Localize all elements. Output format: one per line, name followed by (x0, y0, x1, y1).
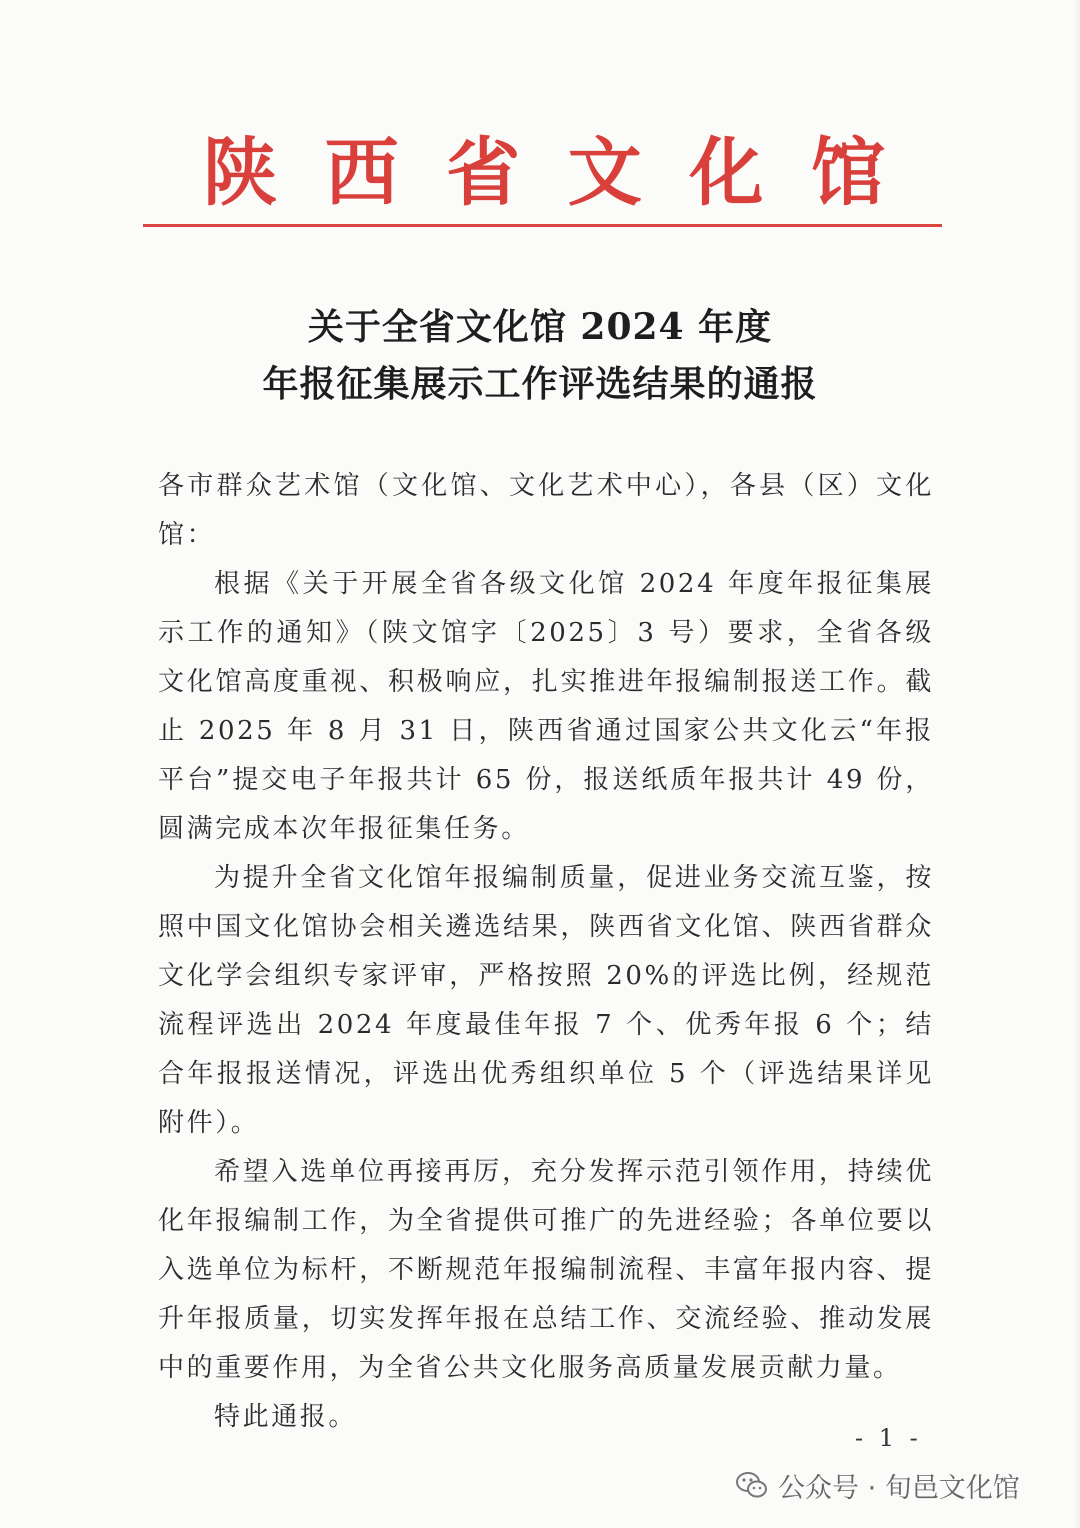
salutation: 各市群众艺术馆（文化馆、文化艺术中心），各县（区）文化馆： (158, 471, 934, 550)
letterhead-char: 省 (446, 130, 521, 216)
document-body (158, 462, 934, 1442)
letterhead-char: 化 (689, 130, 764, 216)
document-title-line-2: 年报征集展示工作评选结果的通报 (262, 363, 818, 405)
scan-shadow (1074, 0, 1080, 1528)
letterhead-char: 馆 (810, 130, 885, 216)
wechat-icon (736, 1471, 768, 1499)
letterhead (145, 128, 941, 218)
letterhead-char: 西 (324, 130, 399, 216)
letterhead-divider (143, 224, 942, 227)
closing-line: 特此通报。 (214, 1402, 358, 1432)
page-number: - 1 - (855, 1424, 922, 1452)
letterhead-char: 陕 (203, 130, 277, 216)
document-title-line-1: 关于全省文化馆 2024 年度 (307, 306, 773, 348)
wechat-watermark (736, 1461, 1020, 1509)
body-paragraph: 希望入选单位再接再厉，充分发挥示范引领作用，持续优化年报编制工作，为全省提供可推广的先进经验；各单位要以入选单位为标杆，不断规范年报编制流程、丰富年报内容、提升年报质量，切实发挥年报在总结工作、交流经验、推动发展中的重要作用，为全省公共文化服务高质量发展贡献力量。 (158, 1157, 934, 1383)
body-paragraph: 为提升全省文化馆年报编制质量，促进业务交流互鉴，按照中国文化馆协会相关遴选结果，陕西省文化馆、陕西省群众文化学会组织专家评审，严格按照 20%的评选比例，经规范流程评选出 2024 年度最佳年报 7 个、优秀年报 6 个；结合年报报送情况，评选出优秀组织单位 5 个（评选结果详见附件）。 (158, 863, 934, 1138)
letterhead-char: 文 (567, 130, 642, 216)
watermark-text: 公众号 · 旬邑文化馆 (778, 1472, 1020, 1504)
body-paragraph: 根据《关于开展全省各级文化馆 2024 年度年报征集展示工作的通知》（陕文馆字〔2025〕3 号）要求，全省各级文化馆高度重视、积极响应，扎实推进年报编制报送工作。截止 2025 年 8 月 31 日，陕西省通过国家公共文化云“年报平台”提交电子年报共计 65 份，报送纸质年报共计 49 份，圆满完成本次年报征集任务。 (158, 569, 934, 844)
